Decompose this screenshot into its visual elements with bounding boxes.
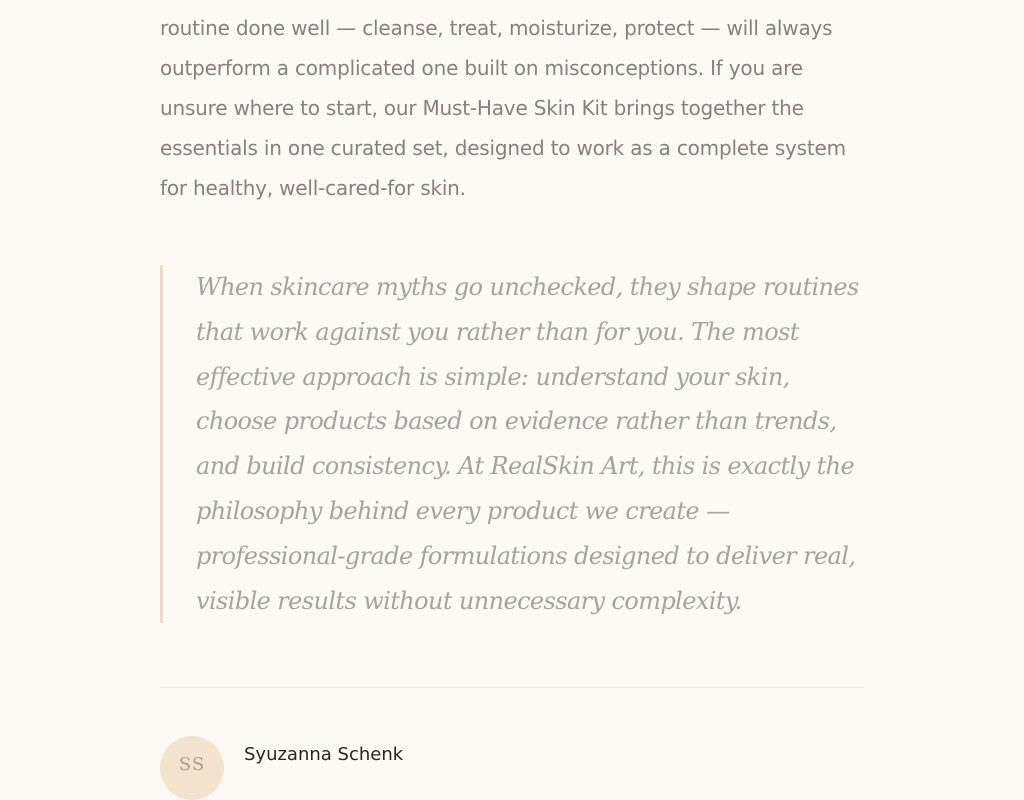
avatar (160, 736, 224, 800)
divider (160, 687, 864, 688)
author-block (160, 736, 864, 800)
author-name: Syuzanna Schenk (244, 744, 404, 765)
pull-quote (160, 265, 864, 623)
article-paragraph: routine done well — cleanse, treat, moisturize, protect — will always outperform a complicated one built on misconceptions. If you are unsure where to start, our Must-Have Skin Kit brings together the essentials in one curated set, designed to work as a complete system for healthy, well-cared-for skin. (160, 16, 846, 200)
avatar-initials: SS (178, 754, 206, 775)
pull-quote-text: When skincare myths go unchecked, they shape routines that work against you rather than for you. The most effective approach is simple: understand your skin, choose products based on evidence rather than trends, and build consistency. At RealSkin Art, this is exactly the philosophy behind every product we create — professional-grade formulations designed to deliver real, visible results without unnecessary complexity. (196, 273, 859, 615)
